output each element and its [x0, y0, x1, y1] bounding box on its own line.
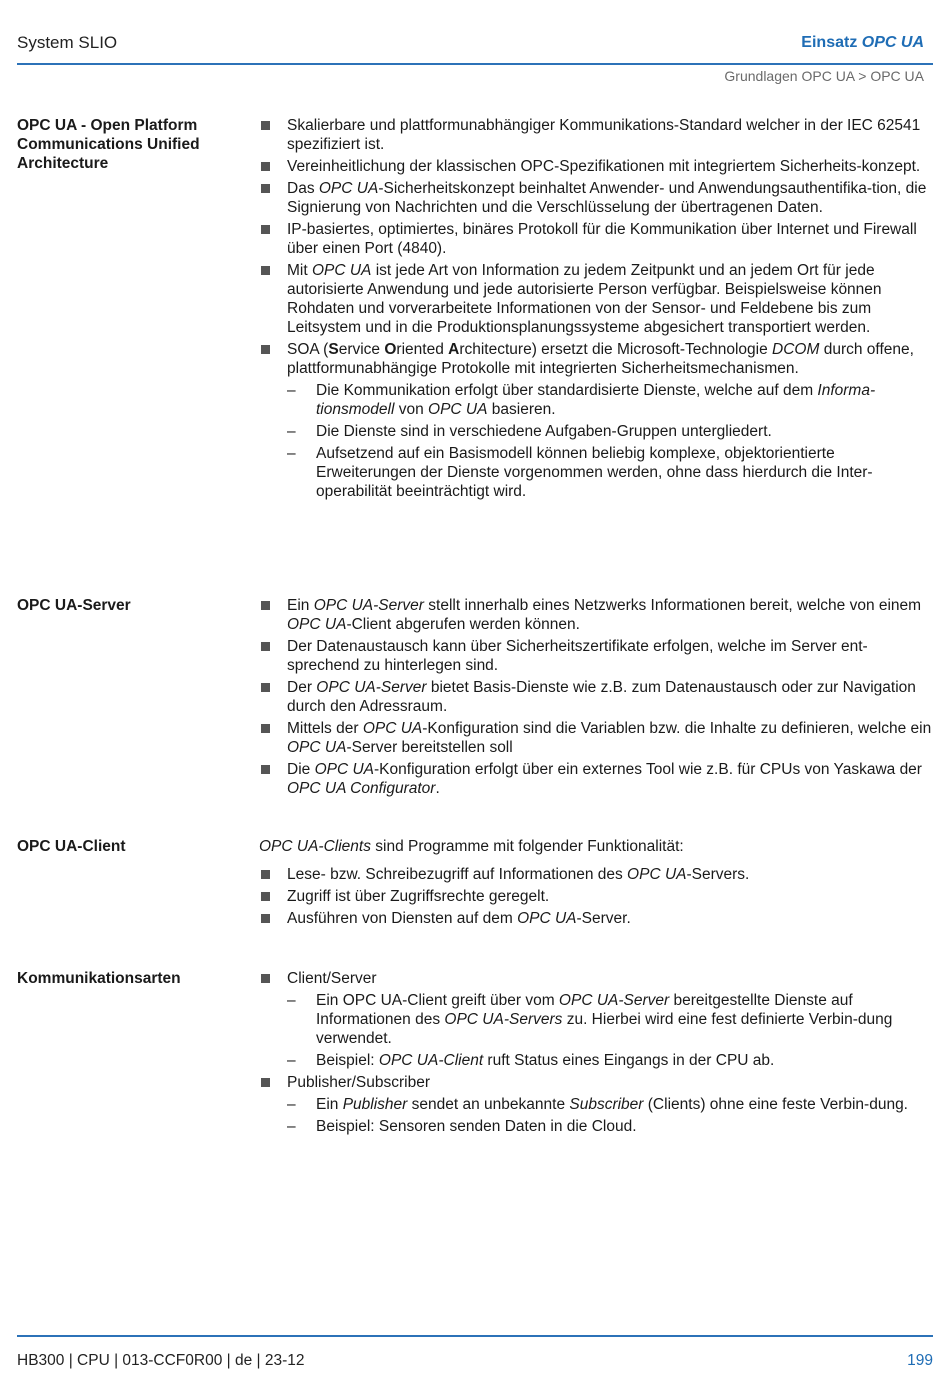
section-body — [259, 116, 934, 504]
sub-list-item: – Die Dienste sind in verschiedene Aufgaben-Gruppen untergliedert. — [287, 423, 772, 440]
list-item: Skalierbare und plattformunabhängiger Kommunikations-Standard welcher in der IEC 62541 spezifiziert ist. — [259, 116, 934, 154]
bullet-square-icon — [261, 892, 270, 901]
list-item: Der Datenaustausch kann über Sicherheitszertifikate erfolgen, welche im Server ent-sprechend zu hinterlegen sind. — [259, 637, 934, 675]
bullet-square-icon — [261, 162, 270, 171]
dash-icon: – — [287, 382, 296, 399]
breadcrumb: Grundlagen OPC UA > OPC UA — [724, 68, 924, 84]
bullet-square-icon — [261, 642, 270, 651]
section-body — [259, 837, 934, 931]
sub-list-item: – Beispiel: OPC UA-Client ruft Status eines Eingangs in der CPU ab. — [287, 1052, 775, 1069]
section-body — [259, 596, 934, 801]
list-item: Zugriff ist über Zugriffsrechte geregelt. — [259, 887, 934, 906]
sub-list-item: – Beispiel: Sensoren senden Daten in die Cloud. — [287, 1118, 637, 1135]
section-label: OPC UA-Server — [17, 597, 131, 614]
bullet-square-icon — [261, 601, 270, 610]
section-label: OPC UA-Client — [17, 838, 126, 855]
list-item: Vereinheitlichung der klassischen OPC-Spezifikationen mit integriertem Sicherheits-konzept. — [259, 157, 934, 176]
list-item: Lese- bzw. Schreibezugriff auf Informationen des OPC UA-Servers. — [259, 865, 934, 884]
section-intro: OPC UA-Clients sind Programme mit folgender Funktionalität: — [259, 838, 684, 855]
sub-list-item: – Aufsetzend auf ein Basismodell können beliebig komplexe, objektorientierte Erweiterungen der Dienste vorgenommen werden, ohne dass hierdurch die Inter-operabilität beeinträchtigt wird. — [287, 445, 873, 500]
dash-icon: – — [287, 1118, 296, 1135]
bullet-square-icon — [261, 184, 270, 193]
sub-list-item: – Ein Publisher sendet an unbekannte Subscriber (Clients) ohne eine feste Verbin-dung. — [287, 1096, 908, 1113]
footer-document-id: HB300 | CPU | 013-CCF0R00 | de | 23-12 — [17, 1352, 305, 1369]
bullet-square-icon — [261, 121, 270, 130]
dash-icon: – — [287, 1052, 296, 1069]
list-item: Ausführen von Diensten auf dem OPC UA-Server. — [259, 909, 934, 928]
section-label: Kommunikationsarten — [17, 970, 181, 987]
header-divider — [17, 63, 933, 65]
footer-divider — [17, 1335, 933, 1337]
list-item: SOA (Service Oriented Architecture) ersetzt die Microsoft-Technologie DCOM durch offene, plattformunabhängige Protokolle mit integrierten Sicherheitsmechanismen. – Die Kommunikation erfolgt über standardisierte Dienste, welche auf dem Informa-tionsmodell von OPC UA basieren. – Die Dienste sind in verschiedene Aufgaben-Gruppen untergliedert. – Aufsetzend auf ein Basismodell können beliebig komplexe, objektorientierte Erweiterungen der Dienste vorgenommen werden, ohne dass hierdurch die Inter-operabilität beeinträchtigt wird. — [259, 340, 934, 501]
dash-icon: – — [287, 1096, 296, 1113]
dash-icon: – — [287, 423, 296, 440]
bullet-square-icon — [261, 724, 270, 733]
list-item: Die OPC UA-Konfiguration erfolgt über ein externes Tool wie z.B. für CPUs von Yaskawa der OPC UA Configurator. — [259, 760, 934, 798]
list-item: Mittels der OPC UA-Konfiguration sind die Variablen bzw. die Inhalte zu definieren, welche ein OPC UA-Server bereitstellen soll — [259, 719, 934, 757]
list-item: Mit OPC UA ist jede Art von Information zu jedem Zeitpunkt und an jedem Ort für jede autorisierte Anwendung und jede autorisierte Person verfügbar. Beispielsweise können Rohdaten und vorverarbeitete Informationen von der Sensor- und Feldebene bis zum Leitsystem und in die Produktionsplanungssysteme abgesichert transportiert werden. — [259, 261, 934, 337]
sub-list-item: – Ein OPC UA-Client greift über vom OPC UA-Server bereitgestellte Dienste auf Informationen des OPC UA-Servers zu. Hierbei wird eine fest definierte Verbin-dung verwendet. — [287, 992, 893, 1047]
page-number: 199 — [907, 1352, 933, 1369]
bullet-square-icon — [261, 870, 270, 879]
list-item: Das OPC UA-Sicherheitskonzept beinhaltet Anwender- und Anwendungsauthentifika-tion, die Signierung von Nachrichten und die Verschlüsselung der übertragenen Daten. — [259, 179, 934, 217]
list-item: Client/Server – Ein OPC UA-Client greift über vom OPC UA-Server bereitgestellte Dienste auf Informationen des OPC UA-Servers zu. Hierbei wird eine fest definierte Verbin-dung verwendet. – Beispiel: OPC UA-Client ruft Status eines Eingangs in der CPU ab. — [259, 969, 934, 1070]
bullet-square-icon — [261, 345, 270, 354]
sub-list-item: – Die Kommunikation erfolgt über standardisierte Dienste, welche auf dem Informa-tionsmodell von OPC UA basieren. — [287, 382, 876, 418]
chapter-title: Einsatz OPC UA — [801, 34, 924, 51]
header-title: System SLIO — [17, 33, 118, 52]
section-body — [259, 969, 934, 1139]
bullet-square-icon — [261, 765, 270, 774]
list-item: Publisher/Subscriber – Ein Publisher sendet an unbekannte Subscriber (Clients) ohne eine feste Verbin-dung. – Beispiel: Sensoren senden Daten in die Cloud. — [259, 1073, 934, 1136]
bullet-square-icon — [261, 1078, 270, 1087]
dash-icon: – — [287, 445, 296, 462]
dash-icon: – — [287, 992, 296, 1009]
section-label: OPC UA - Open Platform Communications Unified Architecture — [17, 117, 200, 172]
list-item: Der OPC UA-Server bietet Basis-Dienste wie z.B. zum Datenaustausch oder zur Navigation durch den Adressraum. — [259, 678, 934, 716]
bullet-square-icon — [261, 974, 270, 983]
list-item: IP-basiertes, optimiertes, binäres Protokoll für die Kommunikation über Internet und Firewall über einen Port (4840). — [259, 220, 934, 258]
bullet-square-icon — [261, 914, 270, 923]
bullet-square-icon — [261, 266, 270, 275]
bullet-square-icon — [261, 225, 270, 234]
bullet-square-icon — [261, 683, 270, 692]
list-item: Ein OPC UA-Server stellt innerhalb eines Netzwerks Informationen bereit, welche von einem OPC UA-Client abgerufen werden können. — [259, 596, 934, 634]
